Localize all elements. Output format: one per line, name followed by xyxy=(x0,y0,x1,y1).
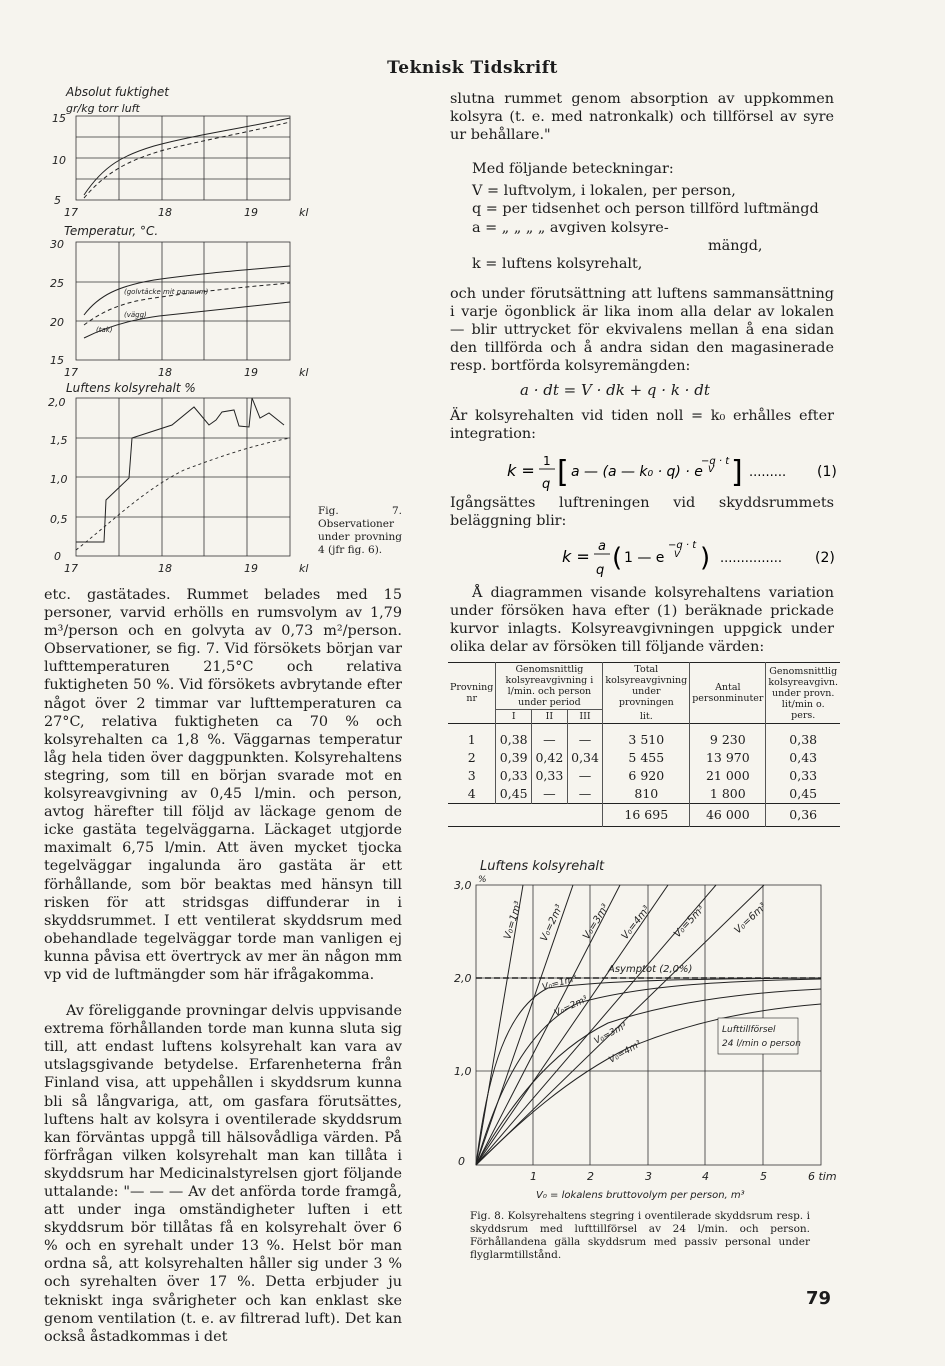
fig8-curve-label-2: V₀=2m³ xyxy=(553,994,590,1019)
equation-1-number: (1) xyxy=(817,464,837,480)
fig8-note-2: 24 l/min o person xyxy=(722,1039,801,1049)
fig7-top-x-17: 17 xyxy=(64,206,78,219)
fig7-bot-title: Luftens kolsyrehalt % xyxy=(66,381,196,395)
fig7-top-y-10: 10 xyxy=(52,154,66,167)
th-period-3: III xyxy=(567,710,603,724)
journal-header: Teknisk Tidskrift xyxy=(387,58,558,78)
fig8-y-1: 1,0 xyxy=(454,1065,472,1078)
table-total-row xyxy=(448,804,840,827)
svg-text:.........: ......... xyxy=(749,465,787,480)
svg-text:1 — e: 1 — e xyxy=(624,550,665,566)
svg-text:q: q xyxy=(542,477,551,492)
table-row xyxy=(448,767,840,785)
fig7-top-y-5: 5 xyxy=(54,194,61,207)
cell: 3 xyxy=(448,767,496,785)
fig7-mid-annot-3: (tak) xyxy=(96,326,113,334)
cell: 2 xyxy=(448,749,496,767)
svg-text:a — (a — k₀ · q) · e: a — (a — k₀ · q) · e xyxy=(571,464,703,480)
right-column-top xyxy=(450,90,834,375)
fig7-mid-y-25: 25 xyxy=(50,277,64,290)
cell: — xyxy=(567,724,603,750)
left-paragraph-2: Av föreliggande provningar delvis uppvisande extrema förhållanden torde man kunna sluta sig till, att endast luftens kolsyrehalt kan vara av utslagsgivande betydelse. Erfarenheterna från Finland visa, att uppehållen i skyddsrum kunna bli så långvariga, att, om gasfara förutsättes, luftens halt av kolsyra i oventilerade skyddsrum kan förväntas uppgå till hälsovådliga värden. På förfrågan vilken kolsyrehalt man kan tillåta i skyddsrum har Medicinalstyrelsen gjort följande uttalande: "— — — Av det anförda torde framgå, att under inga omständigheter luften i ett skyddsrum bör tillåtas få en kolsyrehalt över 6 % och en syrehalt under 13 %. Helst bör man ordna så, att kolsyrehalten håller sig under 3 % och syrehalten över 17 %. Detta erbjuder ju tekniskt inga svårigheter och kan enklast ske genom ventilation (t. e. av filtrerad luft). Det kan också åstadkommas i det xyxy=(44,1003,402,1345)
cell: 0,39 xyxy=(496,749,532,767)
fig8-line-label-3: V₀=3m³ xyxy=(581,902,612,942)
cell: 9 230 xyxy=(690,724,766,750)
th-mean: Genomsnittlig kolsyreavgivning i l/min. och person under period xyxy=(496,663,603,710)
fig7-mid-x-18: 18 xyxy=(158,366,172,379)
fig7-humidity-curve-2 xyxy=(84,122,290,198)
fig8-line-v2 xyxy=(476,885,573,1165)
definition-k: k = luftens kolsyrehalt, xyxy=(472,255,643,272)
fig7-top-title: Absolut fuktighet xyxy=(66,85,170,99)
fig7-mid-annot-1: (golvtäcke mit pannum) xyxy=(124,288,209,296)
fig8-line-label-2: V₀=2m³ xyxy=(538,902,566,944)
cell: 0,34 xyxy=(567,749,603,767)
th-total: Total kolsyreavgivning under provningen xyxy=(603,663,690,710)
right-paragraph-1: slutna rummet genom absorption av uppkommen kolsyra (t. e. med natronkalk) och tillförsel av syre ur behållare." xyxy=(450,91,834,144)
fig7-bot-x-19: 19 xyxy=(244,562,258,575)
fig7-caption: Fig. 7. Observationer under provning 4 (jfr fig. 6). xyxy=(318,505,402,556)
fig8-line-label-6: V₀=6m³ xyxy=(732,901,769,937)
cell: 5 455 xyxy=(603,749,690,767)
right-paragraph-2: Med följande beteckningar: xyxy=(472,161,674,178)
fig7-mid-x-19: 19 xyxy=(244,366,258,379)
cell: 1 xyxy=(448,724,496,750)
equation-1 xyxy=(505,448,840,496)
fig8-x-6: 6 tim xyxy=(808,1170,837,1183)
fig7-bot-y-10: 1,0 xyxy=(50,473,68,486)
cell: 1 800 xyxy=(690,785,766,804)
fig7-bot-y-0: 0 xyxy=(54,550,61,563)
cell: — xyxy=(567,767,603,785)
cell: 0,42 xyxy=(532,749,568,767)
total-cell: 46 000 xyxy=(690,804,766,827)
table-header-row xyxy=(448,663,840,710)
fig7-top-x-kl: kl xyxy=(299,206,309,219)
fig8-y-3: 3,0 xyxy=(454,879,472,892)
fig7-mid-x-kl: kl xyxy=(299,366,309,379)
fig8-curve-v2 xyxy=(476,979,821,1165)
cell: 3 510 xyxy=(603,724,690,750)
svg-text:−q · t: −q · t xyxy=(701,456,730,467)
fig7-mid-annot-2: (vägg) xyxy=(124,311,147,319)
fig8-curve-label-3: V₀=3m³ xyxy=(592,1021,629,1047)
fig7-mid-x-17: 17 xyxy=(64,366,78,379)
fig7-bot-x-17: 17 xyxy=(64,562,78,575)
svg-text:V: V xyxy=(674,550,681,560)
svg-text:−q · t: −q · t xyxy=(668,540,697,551)
fig7-bot-x-kl: kl xyxy=(299,562,309,575)
cell: 0,33 xyxy=(496,767,532,785)
fig8-y-title: Luftens kolsyrehalt xyxy=(480,859,605,874)
svg-text:(: ( xyxy=(612,543,623,573)
th-period-2: II xyxy=(532,710,568,724)
th-person-minutes: Antal personminuter xyxy=(690,663,766,724)
left-column xyxy=(44,586,402,1346)
fig7-graphs xyxy=(44,80,314,580)
fig8-x-3: 3 xyxy=(645,1170,652,1183)
svg-text:[: [ xyxy=(557,455,569,490)
svg-text:k =: k = xyxy=(562,547,590,566)
cell: 21 000 xyxy=(690,767,766,785)
definition-a: a = „ „ „ „ avgiven kolsyre- xyxy=(472,219,669,236)
fig7-top-x-18: 18 xyxy=(158,206,172,219)
svg-text:...............: ............... xyxy=(720,551,782,566)
svg-text:k =: k = xyxy=(507,461,535,480)
table-row xyxy=(448,749,840,767)
right-paragraph-4: Är kolsyrehalten vid tiden noll = k₀ erhålles efter integration: xyxy=(450,408,834,443)
fig7-mid-title: Temperatur, °C. xyxy=(64,224,159,238)
fig7-co2-calc-curve xyxy=(76,438,290,550)
right-paragraph-3: och under förutsättning att luftens sammansättning i varje ögonblick är lika inom alla delar av lokalen — blir uttrycket för ekvivalens mellan å ena sidan den tillförda och å andra sidan den magasinerade resp. bortförda kolsyremängden: xyxy=(450,285,834,375)
cell: 0,45 xyxy=(496,785,532,804)
definition-a-cont: mängd, xyxy=(708,237,763,254)
fig8-y-2: 2,0 xyxy=(454,972,472,985)
th-provning: Provning nr xyxy=(448,663,496,724)
cell: 0,33 xyxy=(532,767,568,785)
fig8-curve-label-1: V₀=1m³ xyxy=(541,974,578,993)
definition-q: q = per tidsenhet och person tillförd luftmängd xyxy=(472,201,819,218)
svg-text:1: 1 xyxy=(543,454,551,468)
fig7-bot-x-18: 18 xyxy=(158,562,172,575)
th-mean-total: Genomsnittlig kolsyreavgivn. under provn. lit/min o. pers. xyxy=(768,665,838,721)
fig8-x-5: 5 xyxy=(760,1170,767,1183)
fig8-line-label-1: V₀=1m³ xyxy=(502,900,525,941)
fig8-x-1: 1 xyxy=(530,1170,537,1183)
total-cell: 16 695 xyxy=(603,804,690,827)
cell: — xyxy=(532,785,568,804)
cell: 0,33 xyxy=(789,768,818,783)
svg-text:]: ] xyxy=(731,455,743,490)
right-paragraph-6 xyxy=(450,584,834,656)
cell: 6 920 xyxy=(603,767,690,785)
cell: 13 970 xyxy=(690,749,766,767)
fig7-mid-y-30: 30 xyxy=(50,238,64,251)
fig8-x-title: V₀ = lokalens bruttovolym per person, m³ xyxy=(536,1190,745,1201)
fig7-bot-y-05: 0,5 xyxy=(50,513,68,526)
th-total-unit: lit. xyxy=(603,710,690,724)
fig8-x-2: 2 xyxy=(587,1170,594,1183)
cell: — xyxy=(532,724,568,750)
svg-text:q: q xyxy=(596,563,605,578)
page-number: 79 xyxy=(806,1288,832,1309)
left-paragraph-1: etc. gastätades. Rummet belades med 15 personer, varvid erhölls en rumsvolym av 1,79 m³/person och en golvyta av 0,73 m²/person. Observationer, se fig. 7. Vid försökets början var lufttemperaturen 21,5°C och relativa fuktigheten 50 %. Vid försökets avbrytande efter något över 2 timmar var lufttemperaturen ca 27°C, relativa fuktigheten ca 70 % och kolsyrehalten ca 1,8 %. Väggarnas temperatur låg hela tiden över daggpunkten. Kolsyrehaltens stegring, som till en början svarade mot en kolsyreavgivning av 0,45 l/min. och person, avtog härefter till följd av läckage genom de icke gastäta tegelväggarna. Läckaget utgjorde maximalt 6,75 l/min. Att även mycket tjocka tegelväggar ingalunda äro gastäta är ett förhållande, som bör beaktas med hänsyn till risken för att stridsgas diffunderar in i skyddsrummet. I ett ventilerat skyddsrum med obehandlade tegelväggar torde man vanligen ej kunna påvisa ett övertryck av mer än någon mm vp vid de luftmängder som här ifrågakomma. xyxy=(44,587,402,983)
fig7-mid-y-20: 20 xyxy=(50,316,64,329)
fig7-co2-curve xyxy=(76,398,284,542)
fig8-y-0: 0 xyxy=(458,1155,465,1168)
cell: — xyxy=(567,785,603,804)
cell: 0,45 xyxy=(789,786,818,801)
fig7-mid-y-15: 15 xyxy=(50,354,64,367)
table-row xyxy=(448,785,840,804)
fig8-chart xyxy=(448,858,848,1203)
fig8-line-label-4: V₀=4m³ xyxy=(619,904,653,942)
fig7-top-y-15: 15 xyxy=(52,112,66,125)
fig8-line-label-5: V₀=5m³ xyxy=(672,903,708,941)
fig8-x-4: 4 xyxy=(702,1170,709,1183)
right-paragraph-6-text: Å diagrammen visande kolsyrehaltens variation under försöken hava efter (1) beräknade prickade kurvor inlagts. Kolsyreavgivningen uppgick under olika delar av försöken till följande värden: xyxy=(450,585,834,656)
equation-2-number: (2) xyxy=(815,550,835,566)
th-period-1: I xyxy=(496,710,532,724)
definition-v: V = luftvolym, i lokalen, per person, xyxy=(472,183,736,200)
equation-balance: a · dt = V · dk + q · k · dt xyxy=(520,381,710,399)
cell: 4 xyxy=(448,785,496,804)
cell: 0,43 xyxy=(789,750,818,765)
table-row xyxy=(448,724,840,750)
svg-text:a: a xyxy=(598,539,606,554)
fig8-caption: Fig. 8. Kolsyrehaltens stegring i oventilerade skyddsrum resp. i skyddsrum med lufttillförsel av 24 l/min. och person. Förhållandena gälla skyddsrum med passiv personal under flyglarmtillstånd. xyxy=(470,1210,810,1261)
fig7-top-x-19: 19 xyxy=(244,206,258,219)
fig8-curve-label-4: V₀=4m³ xyxy=(607,1039,644,1066)
fig7-top-unit: gr/kg torr luft xyxy=(66,102,140,115)
svg-text:V: V xyxy=(708,465,715,475)
cell: 0,38 xyxy=(789,732,818,747)
co2-table xyxy=(448,662,840,827)
fig7-bot-y-20: 2,0 xyxy=(48,396,66,409)
fig8-y-unit: % xyxy=(478,875,487,885)
right-paragraph-5: Igångsättes luftreningen vid skyddsrummets beläggning blir: xyxy=(450,495,834,530)
total-cell: 0,36 xyxy=(789,807,818,822)
fig8-curve-v1 xyxy=(476,978,821,1165)
fig8-note-1: Lufttillförsel xyxy=(722,1025,776,1035)
svg-text:): ) xyxy=(700,543,711,573)
fig8-asymptote-label: Asymptot (2,0%) xyxy=(608,964,693,975)
cell: 810 xyxy=(603,785,690,804)
cell: 0,38 xyxy=(496,724,532,750)
equation-2 xyxy=(560,532,840,582)
fig7-bot-y-15: 1,5 xyxy=(50,434,68,447)
